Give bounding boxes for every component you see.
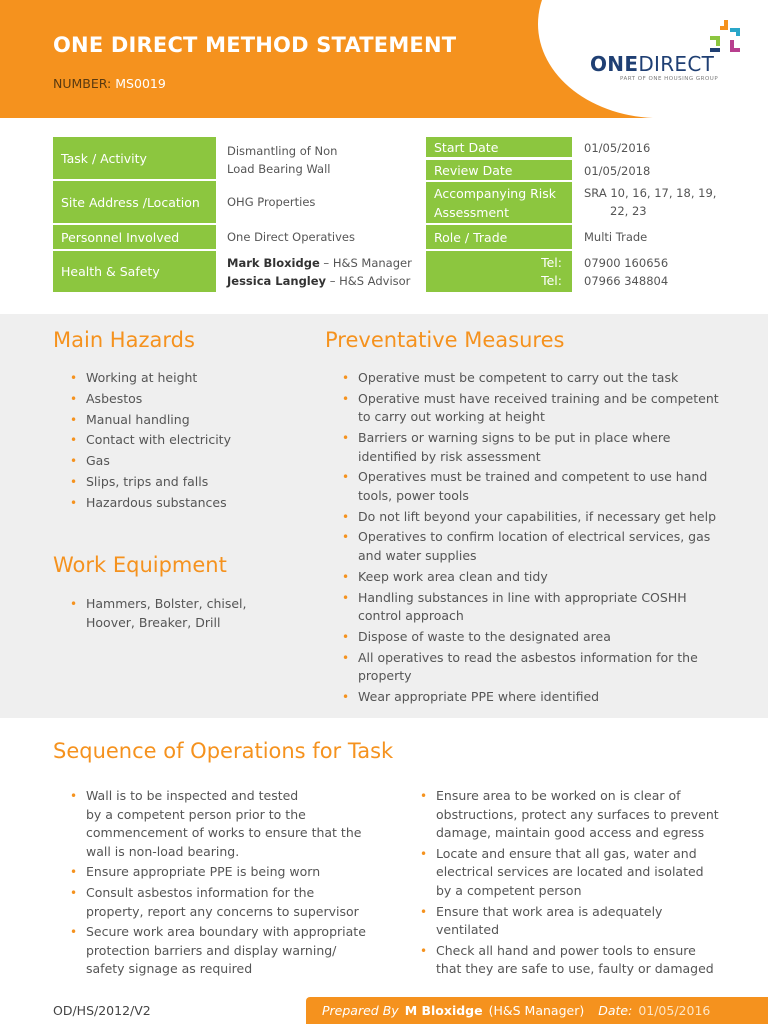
list-item: • Consult asbestos information for the property, report any concerns to supervisor (68, 884, 398, 921)
preventative-measures-title: Preventative Measures (325, 328, 565, 352)
logo-wordmark: ONEDIRECT (590, 52, 715, 76)
tel-1: 07900 160656 (584, 256, 669, 270)
role-trade-label: Role / Trade (426, 225, 572, 249)
list-item: • Wall is to be inspected and tested by a competent person prior to the commencement of works to ensure that the wall is non-load bearing. (68, 787, 398, 861)
start-date-value: 01/05/2016 (584, 141, 651, 155)
task-label: Task / Activity (53, 137, 216, 179)
list-item: • Operative must be competent to carry out the task (340, 369, 760, 388)
date-value: 01/05/2016 (638, 1003, 711, 1018)
site-value: OHG Properties (227, 195, 316, 209)
sequence-section (0, 718, 768, 996)
header-band (0, 0, 768, 118)
prepared-by-label: Prepared By (322, 1003, 399, 1018)
sequence-list-right (418, 787, 758, 981)
number-label: NUMBER: (53, 76, 112, 91)
prepared-by-role: (H&S Manager) (488, 1003, 585, 1018)
list-item: • Operative must have received training and be competent to carry out working at height (340, 390, 760, 427)
list-item: • Manual handling (68, 411, 298, 430)
list-item: • Locate and ensure that all gas, water and electrical services are located and isolated by a competent person (418, 845, 758, 901)
date-label: Date: (598, 1003, 633, 1018)
list-item: • Contact with electricity (68, 431, 298, 450)
start-date-label: Start Date (426, 137, 572, 157)
list-item: • Slips, trips and falls (68, 473, 298, 492)
list-item: • All operatives to read the asbestos information for the property (340, 649, 760, 686)
sequence-list-left (68, 787, 398, 981)
document-code: OD/HS/2012/V2 (53, 1003, 151, 1018)
tel-values (584, 254, 668, 290)
health-safety-contacts: Mark Bloxidge – H&S Manager Jessica Langley – H&S Advisor (227, 256, 412, 288)
footer-bar (306, 997, 768, 1024)
list-item: • Ensure area to be worked on is clear of obstructions, protect any surfaces to prevent damage, maintain good access and egress (418, 787, 758, 843)
site-label: Site Address /Location (53, 181, 216, 223)
prepared-by-name: M Bloxidge (404, 1003, 483, 1018)
list-item: • Keep work area clean and tidy (340, 568, 760, 587)
list-item: • Secure work area boundary with appropriate protection barriers and display warning/ safety signage as required (68, 923, 398, 979)
list-item: • Wear appropriate PPE where identified (340, 688, 760, 707)
number-value: MS0019 (115, 76, 166, 91)
list-item: • Barriers or warning signs to be put in place where identified by risk assessment (340, 429, 760, 466)
list-item: • Asbestos (68, 390, 298, 409)
list-item: • Hammers, Bolster, chisel, Hoover, Breaker, Drill (68, 595, 298, 632)
review-date-label: Review Date (426, 160, 572, 180)
role-trade-value: Multi Trade (584, 230, 648, 244)
document-number (53, 76, 166, 91)
list-item: • Ensure that work area is adequately ventilated (418, 903, 758, 940)
equipment-list (68, 595, 298, 634)
sequence-title: Sequence of Operations for Task (53, 739, 394, 763)
work-equipment-title: Work Equipment (53, 553, 227, 577)
personnel-label: Personnel Involved (53, 225, 216, 249)
onedirect-logo (590, 18, 750, 88)
measures-list (340, 369, 760, 709)
list-item: • Operatives must be trained and competent to use hand tools, power tools (340, 468, 760, 505)
review-date-value: 01/05/2018 (584, 164, 651, 178)
list-item: • Handling substances in line with appropriate COSHH control approach (340, 589, 760, 626)
tel-2: 07966 348804 (584, 274, 669, 288)
logo-tagline: PART OF ONE HOUSING GROUP (620, 76, 719, 82)
list-item: • Gas (68, 452, 298, 471)
list-item: • Hazardous substances (68, 494, 298, 513)
list-item: • Do not lift beyond your capabilities, if necessary get help (340, 508, 760, 527)
list-item: • Operatives to confirm location of electrical services, gas and water supplies (340, 528, 760, 565)
task-value: Dismantling of Non Load Bearing Wall (227, 144, 338, 176)
info-section (0, 118, 768, 314)
tel-labels: Tel: Tel: (426, 251, 572, 292)
hazards-list (68, 369, 298, 515)
risk-assessment-value: SRA 10, 16, 17, 18, 19, 22, 23 (584, 186, 717, 218)
main-hazards-title: Main Hazards (53, 328, 195, 352)
health-safety-label: Health & Safety (53, 251, 216, 292)
hazards-section (0, 314, 768, 718)
personnel-value: One Direct Operatives (227, 230, 355, 244)
list-item: • Ensure appropriate PPE is being worn (68, 863, 398, 882)
document-title: ONE DIRECT METHOD STATEMENT (53, 33, 457, 57)
list-item: • Working at height (68, 369, 298, 388)
risk-assessment-label: Accompanying Risk Assessment (426, 182, 572, 223)
list-item: • Dispose of waste to the designated area (340, 628, 760, 647)
logo-mark-icon (708, 20, 744, 54)
list-item: • Check all hand and power tools to ensure that they are safe to use, faulty or damaged (418, 942, 758, 979)
